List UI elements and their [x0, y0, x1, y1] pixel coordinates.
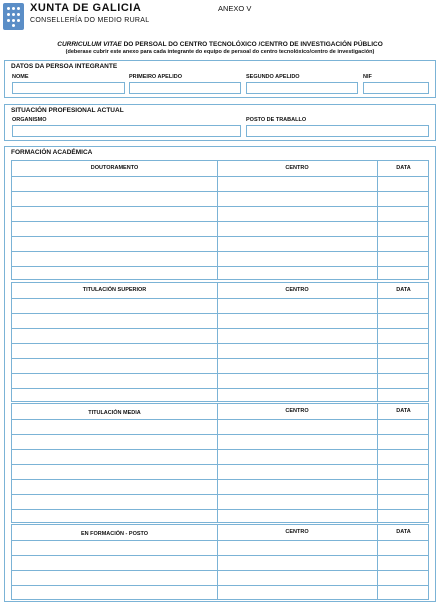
primeiro-apelido-field[interactable] [129, 82, 241, 94]
document-title-rest: DO PERSOAL DO CENTRO TECNOLÓXICO /CENTRO DE INVESTIGACIÓN PÚBLICO [121, 41, 383, 48]
formacion-section-title: FORMACIÓN ACADÉMICA [11, 149, 93, 156]
data-column-header: DATA [396, 408, 411, 414]
document-title [0, 41, 440, 48]
titulacion-media-column-header: TITULACIÓN MEDIA [88, 410, 141, 416]
titulacion-media-table [11, 403, 429, 523]
nif-label: NIF [363, 74, 372, 80]
data-column-header: DATA [396, 287, 411, 293]
table-header [12, 525, 428, 540]
titulacion-superior-column-header: TITULACIÓN SUPERIOR [82, 287, 147, 293]
doutoramento-table [11, 160, 429, 280]
xunta-logo-emblem [3, 3, 24, 30]
nome-field[interactable] [12, 82, 125, 94]
table-header [12, 283, 428, 298]
table-header [12, 404, 428, 419]
primeiro-apelido-label: PRIMEIRO APELIDO [129, 74, 182, 80]
titulacion-superior-table [11, 282, 429, 402]
persoa-section [4, 60, 436, 98]
data-column-header: DATA [396, 165, 411, 171]
situacion-section [4, 104, 436, 141]
doutoramento-column-header: DOUTORAMENTO [90, 165, 139, 171]
posto-label: POSTO DE TRABALLO [246, 117, 307, 123]
situacion-section-title: SITUACIÓN PROFESIONAL ACTUAL [11, 107, 124, 114]
centro-column-header: CENTRO [285, 165, 309, 171]
centro-column-header: CENTRO [285, 287, 309, 293]
centro-column-header: CENTRO [285, 408, 309, 414]
centro-column-header: CENTRO [285, 529, 309, 535]
posto-field[interactable] [246, 125, 429, 137]
segundo-apelido-label: SEGUNDO APELIDO [246, 74, 300, 80]
table-header [12, 161, 428, 176]
persoa-section-title: DATOS DA PERSOA INTEGRANTE [11, 63, 118, 70]
segundo-apelido-field[interactable] [246, 82, 358, 94]
en-formacion-table [11, 524, 429, 600]
nome-label: NOME [12, 74, 29, 80]
org-name: XUNTA DE GALICIA [30, 2, 142, 14]
department-name: CONSELLERÍA DO MEDIO RURAL [30, 17, 150, 24]
organismo-label: ORGANISMO [12, 117, 47, 123]
nif-field[interactable] [363, 82, 429, 94]
organismo-field[interactable] [12, 125, 241, 137]
document-title-italic: CURRICULUM VITAE [57, 41, 122, 48]
data-column-header: DATA [396, 529, 411, 535]
en-formacion-column-header: EN FORMACIÓN - POSTO [80, 531, 149, 537]
annex-label: ANEXO V [218, 4, 252, 13]
document-subtitle: (deberase cubrir este anexo para cada integrante do equipo de persoal do centro tecnolóxico/centro de investigación) [65, 49, 375, 55]
